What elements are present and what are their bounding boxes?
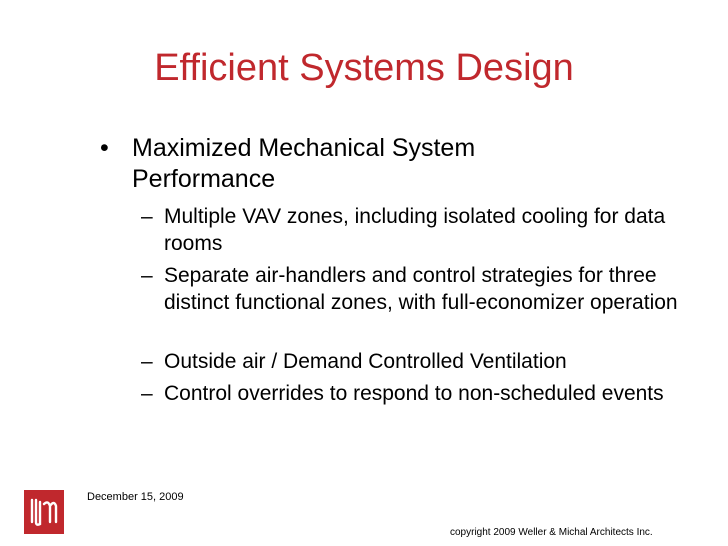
slide-date: December 15, 2009 xyxy=(87,491,184,503)
weller-michal-logo-icon xyxy=(24,490,64,534)
dash-symbol: – xyxy=(141,264,153,287)
slide-title: Efficient Systems Design xyxy=(154,47,574,89)
sub-bullet-text: Separate air-handlers and control strategies for three distinct functional zones, with full-economizer operation xyxy=(164,264,678,314)
sub-bullet-item xyxy=(141,380,684,407)
sub-bullet-text: Multiple VAV zones, including isolated cooling for data rooms xyxy=(164,205,666,255)
dash-symbol: – xyxy=(141,382,153,405)
dash-symbol: – xyxy=(141,205,153,228)
sub-bullet-item xyxy=(141,348,684,375)
dash-symbol: – xyxy=(141,350,153,373)
sub-bullet-text: Control overrides to respond to non-scheduled events xyxy=(164,382,664,405)
sub-bullet-item xyxy=(141,203,684,257)
sub-bullet-text: Outside air / Demand Controlled Ventilation xyxy=(164,350,567,373)
bullet-symbol: • xyxy=(100,134,109,162)
copyright-notice: copyright 2009 Weller & Michal Architects Inc. xyxy=(450,527,653,538)
bullet-text: Maximized Mechanical System Performance xyxy=(132,134,476,193)
bullet-item xyxy=(100,133,582,195)
sub-bullet-item xyxy=(141,262,684,316)
